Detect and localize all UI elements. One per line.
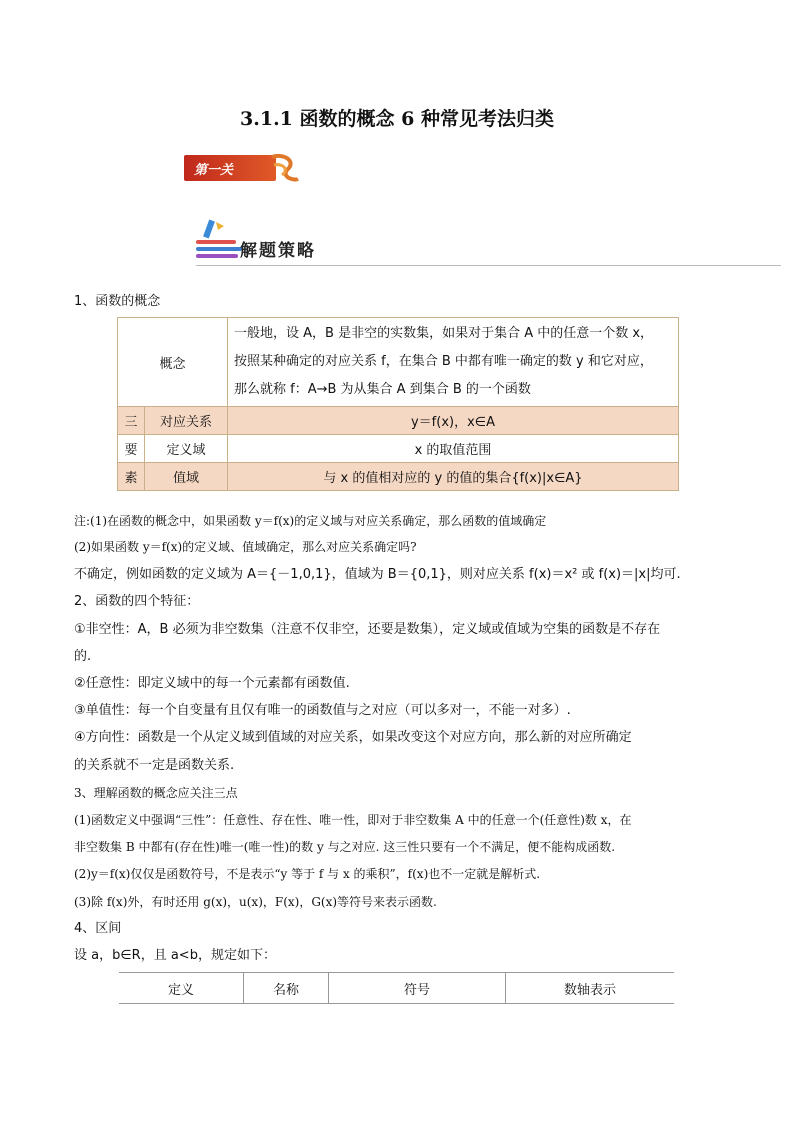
body-line: 的. bbox=[74, 649, 92, 664]
interval-header-symbol: 符号 bbox=[329, 973, 506, 1004]
section-heading-3: 3、理解函数的概念应关注三点 bbox=[74, 786, 238, 800]
banner-divider bbox=[196, 265, 781, 266]
concept-label-cell: 概念 bbox=[118, 318, 228, 407]
body-line: ②任意性：即定义域中的每一个元素都有函数值. bbox=[74, 676, 350, 691]
body-line: 非空数集 B 中都有(存在性)唯一(唯一性)的数 y 与之对应. 这三性只要有一个不满足，便不能构成函数. bbox=[74, 840, 616, 854]
level-banner bbox=[184, 151, 299, 185]
interval-header-definition: 定义 bbox=[119, 973, 244, 1004]
note-line: 注:(1)在函数的概念中，如果函数 y＝f(x)的定义域与对应关系确定，那么函数的值域确定 bbox=[74, 514, 547, 528]
concept-line: 按照某种确定的对应关系 f，在集合 B 中都有唯一确定的数 y 和它对应， bbox=[234, 354, 653, 369]
body-line: (3)除 f(x)外，有时还用 g(x)，u(x)，F(x)，G(x)等符号来表示函数. bbox=[74, 895, 437, 909]
function-concept-table bbox=[117, 317, 679, 491]
concept-line: 那么就称 f：A→B 为从集合 A 到集合 B 的一个函数 bbox=[234, 382, 531, 397]
concept-line: 一般地，设 A，B 是非空的实数集，如果对于集合 A 中的任意一个数 x， bbox=[234, 326, 654, 341]
three-elements-char: 要 bbox=[118, 435, 145, 463]
three-elements-char: 三 bbox=[118, 407, 145, 435]
level-banner-bar bbox=[184, 155, 276, 181]
element-name-cell: 对应关系 bbox=[145, 407, 228, 435]
strategy-banner-label: 解题策略 bbox=[240, 241, 316, 261]
element-name-cell: 值域 bbox=[145, 463, 228, 491]
three-elements-char: 素 bbox=[118, 463, 145, 491]
element-value-cell: 与 x 的值相对应的 y 的值的集合{f(x)|x∈A} bbox=[228, 463, 679, 491]
body-line: ④方向性：函数是一个从定义域到值域的对应关系，如果改变这个对应方向，那么新的对应所确定 bbox=[74, 730, 632, 745]
concept-definition-cell bbox=[228, 318, 679, 407]
flame-swirl-icon bbox=[270, 151, 300, 185]
book-stack-icon bbox=[196, 240, 244, 261]
interval-header-name: 名称 bbox=[244, 973, 329, 1004]
body-line: (2)y＝f(x)仅仅是函数符号，不是表示“y 等于 f 与 x 的乘积”，f(x)也不一定就是解析式. bbox=[74, 867, 541, 881]
body-line: ③单值性：每一个自变量有且仅有唯一的函数值与之对应（可以多对一，不能一对多）. bbox=[74, 703, 571, 718]
element-value-cell: x 的取值范围 bbox=[228, 435, 679, 463]
page-title: 3.1.1 函数的概念 6 种常见考法归类 bbox=[240, 108, 554, 130]
level-banner-label: 第一关 bbox=[194, 163, 234, 178]
body-line: ①非空性：A，B 必须为非空数集（注意不仅非空，还要是数集），定义域或值域为空集的函数是不存在 bbox=[74, 622, 661, 637]
section-heading-2: 2、函数的四个特征： bbox=[74, 594, 200, 609]
section-heading-1: 1、函数的概念 bbox=[74, 294, 161, 309]
interval-table bbox=[119, 972, 674, 1004]
note-line: (2)如果函数 y＝f(x)的定义域、值域确定，那么对应关系确定吗? bbox=[74, 540, 417, 554]
section-heading-4: 4、区间 bbox=[74, 921, 122, 936]
strategy-banner bbox=[196, 218, 781, 268]
element-value-cell: y＝f(x)，x∈A bbox=[228, 407, 679, 435]
body-line: 不确定，例如函数的定义域为 A＝{－1,0,1}，值域为 B＝{0,1}，则对应关系 f(x)＝x² 或 f(x)＝|x|均可. bbox=[74, 567, 681, 582]
interval-header-numberline: 数轴表示 bbox=[506, 973, 675, 1004]
body-line: 设 a，b∈R，且 a<b，规定如下： bbox=[74, 948, 276, 963]
body-line: 的关系就不一定是函数关系. bbox=[74, 758, 235, 773]
element-name-cell: 定义域 bbox=[145, 435, 228, 463]
body-line: (1)函数定义中强调“三性”：任意性、存在性、唯一性，即对于非空数集 A 中的任意一个(任意性)数 x，在 bbox=[74, 813, 632, 827]
